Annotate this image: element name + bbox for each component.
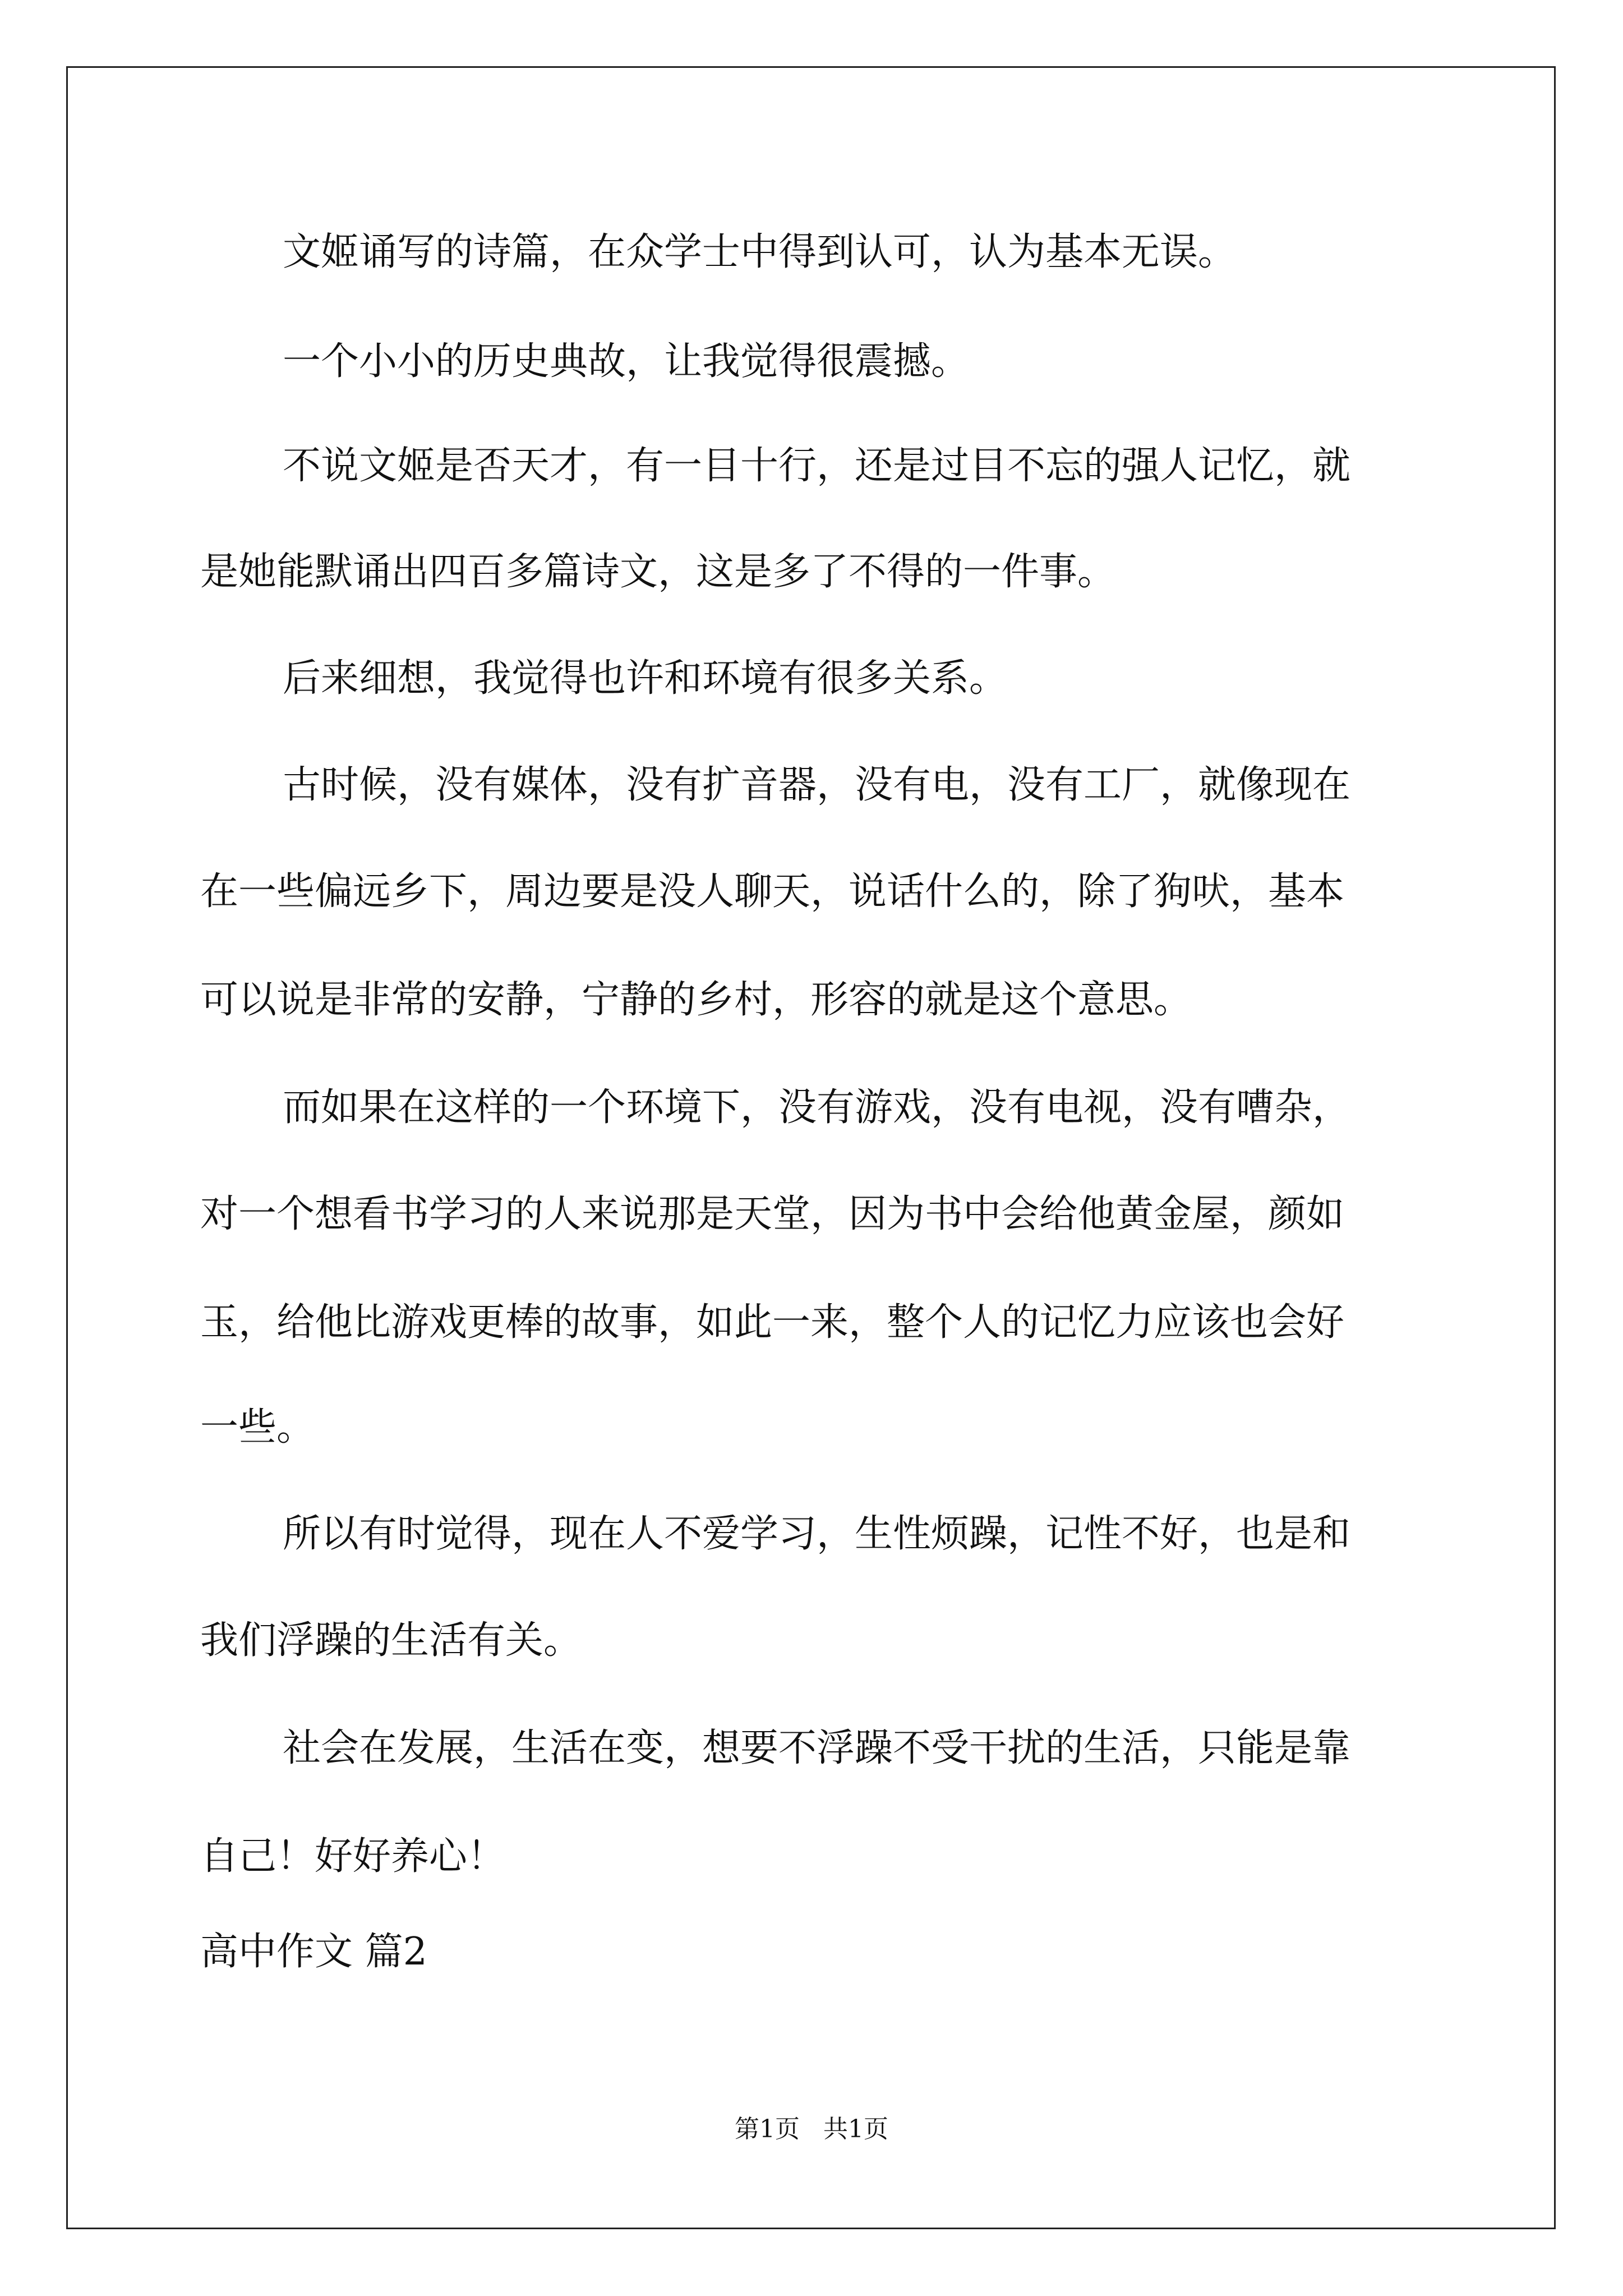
section-heading: 高中作文 篇2 [200, 1930, 427, 1974]
page-border [66, 66, 1556, 2229]
paragraph-line: 在一些偏远乡下，周边要是没人聊天，说话什么的，除了狗吠，基本 [200, 869, 1345, 914]
paragraph-line: 玉，给他比游戏更棒的故事，如此一来，整个人的记忆力应该也会好 [200, 1300, 1345, 1345]
paragraph-line: 可以说是非常的安静，宁静的乡村，形容的就是这个意思。 [200, 978, 1192, 1022]
paragraph-line: 文姬诵写的诗篇，在众学士中得到认可，认为基本无误。 [283, 230, 1237, 274]
paragraph-line: 后来细想，我觉得也许和环境有很多关系。 [283, 656, 1008, 701]
paragraph-line: 我们浮躁的生活有关。 [200, 1618, 582, 1663]
page-footer: 第1页 共1页 [735, 2115, 888, 2143]
paragraph-line: 所以有时觉得，现在人不爱学习，生性烦躁，记性不好，也是和 [283, 1512, 1351, 1556]
paragraph-line: 一个小小的历史典故，让我觉得很震撼。 [283, 339, 970, 384]
paragraph-line: 而如果在这样的一个环境下，没有游戏，没有电视，没有嘈杂， [283, 1085, 1351, 1130]
paragraph-line: 自己！好好养心！ [200, 1834, 506, 1879]
paragraph-line: 不说文姬是否天才，有一目十行，还是过目不忘的强人记忆，就 [283, 444, 1351, 488]
paragraph-line: 是她能默诵出四百多篇诗文，这是多了不得的一件事。 [200, 550, 1116, 594]
paragraph-line: 一些。 [200, 1405, 315, 1450]
paragraph-line: 社会在发展，生活在变，想要不浮躁不受干扰的生活，只能是靠 [283, 1726, 1351, 1770]
paragraph-line: 对一个想看书学习的人来说那是天堂，因为书中会给他黄金屋，颜如 [200, 1192, 1345, 1236]
paragraph-line: 古时候，没有媒体，没有扩音器，没有电，没有工厂，就像现在 [283, 763, 1351, 807]
